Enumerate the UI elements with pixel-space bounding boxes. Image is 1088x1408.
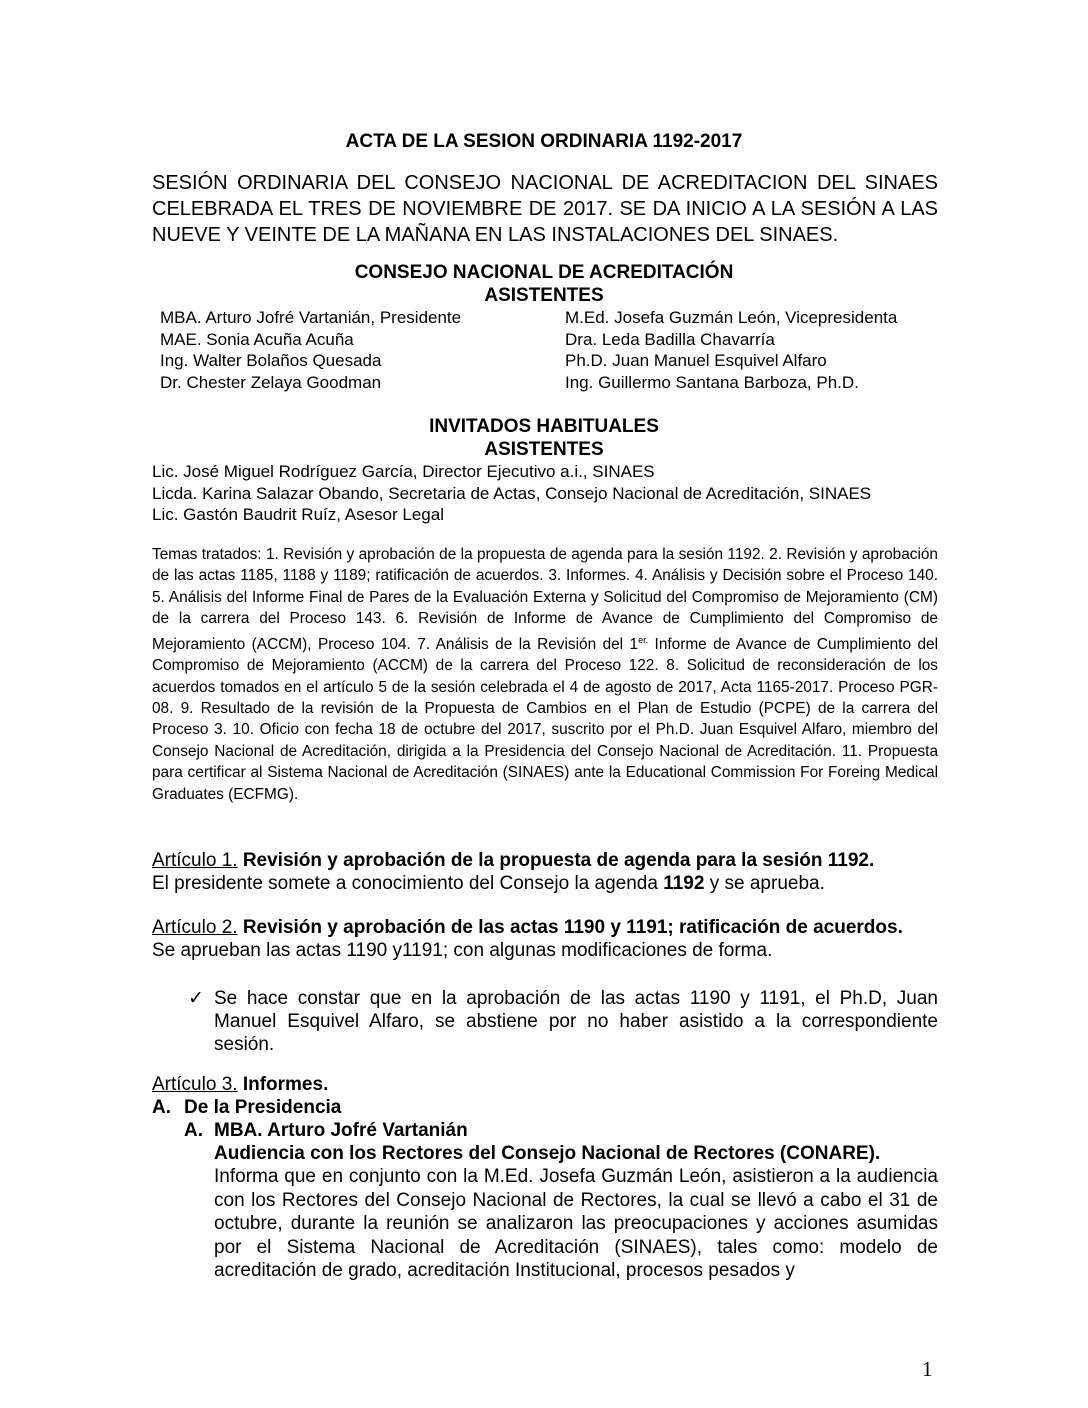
document-title: ACTA DE LA SESION ORDINARIA 1192-2017 xyxy=(345,131,743,152)
article-1-title xyxy=(152,850,938,873)
article-2 xyxy=(152,917,938,962)
member-name: Dr. Chester Zelaya Goodman xyxy=(160,372,382,392)
article-1-text-start: El presidente somete a conocimiento del Consejo la agenda xyxy=(152,872,664,894)
article-2-title xyxy=(152,917,938,940)
article-2-note-text: Se hace constar que en la aprobación de las actas 1190 y 1191, el Ph.D, Juan Manuel Esquivel Alfaro, se abstiene por no haber asistido a la correspondiente sesión. xyxy=(214,988,938,1055)
council-heading: CONSEJO NACIONAL DE ACREDITACIÓN xyxy=(354,262,734,283)
report-paragraph: Informa que en conjunto con la M.Ed. Josefa Guzmán León, asistieron a la audiencia con los Rectores del Consejo Nacional de Rectores, la cual se llevó a cabo el 31 de octubre, durante la reunión se analizaron las preocupaciones y acciones asumidas por el Sistema Nacional de Acreditación (SINAES), tales como: modelo de acreditación de grado, acreditación Institucional, procesos pesados y xyxy=(214,1166,938,1281)
section-title: De la Presidencia xyxy=(184,1097,342,1118)
council-attendees-heading: ASISTENTES xyxy=(484,285,604,306)
subsection-title: MBA. Arturo Jofré Vartanián xyxy=(214,1120,468,1141)
guests-list xyxy=(152,461,871,526)
page-number: 1 xyxy=(922,1357,933,1381)
article-2-text: Se aprueban las actas 1190 y1191; con algunas modificaciones de forma. xyxy=(152,939,773,961)
article-1 xyxy=(152,850,938,895)
guests-attendees-heading: ASISTENTES xyxy=(484,439,604,460)
agenda-number: 1192 xyxy=(663,872,705,894)
article-1-heading: Revisión y aprobación de la propuesta de agenda para la sesión 1192. xyxy=(237,850,875,871)
guest-name: Licda. Karina Salazar Obando, Secretaria de Actas, Consejo Nacional de Acreditación, SINAES xyxy=(152,483,872,503)
guest-name: Lic. José Miguel Rodríguez García, Director Ejecutivo a.i., SINAES xyxy=(152,462,655,481)
guest-name: Lic. Gastón Baudrit Ruíz, Asesor Legal xyxy=(152,505,444,524)
report-subject: Audiencia con los Rectores del Consejo Nacional de Rectores (CONARE). xyxy=(214,1143,881,1164)
article-2-heading: Revisión y aprobación de las actas 1190 y 1191; ratificación de acuerdos. xyxy=(237,917,903,938)
article-2-label: Artículo 2. xyxy=(152,917,238,938)
article-1-text xyxy=(152,873,938,896)
topics-paragraph xyxy=(152,544,938,805)
article-3-heading: Informes. xyxy=(237,1074,329,1095)
subsection-letter: A. xyxy=(184,1120,203,1141)
checkmark-icon: ✓ xyxy=(188,988,204,1009)
topics-text: Temas tratados: 1. Revisión y aprobación de la propuesta de agenda para la sesión 1192. 2. Revisión y aprobación de las actas 1185, 1188 y 1189; ratificación de acuerdos. 3. Informes. 4. Análisis y Decisión sobre el Proceso 140. 5. Análisis del Informe Final de Pares de la Evaluación Externa y Solicitud del Compromiso de Mejoramiento (CM) de la carrera del Proceso 143. 6. Revisión de Informe de Avance de Cumplimiento del Compromiso de Mejoramiento (ACCM), Proceso 104. 7. Análisis de la Revisión del 1 xyxy=(152,546,938,653)
member-name: MAE. Sonia Acuña Acuña xyxy=(160,329,354,349)
article-1-label: Artículo 1. xyxy=(152,850,238,871)
topics-text-continued: Informe de Avance de Cumplimiento del Compromiso de Mejoramiento (ACCM) de la carrera del Proceso 122. 8. Solicitud de reconsideración de los acuerdos tomados en el artículo 5 de la sesión celebrada el 4 de agosto de 2017, Acta 1165-2017. Proceso PGR-08. 9. Resultado de la revisión de la Propuesta de Cambios en el Plan de Estudio (PCPE) de la carrera del Proceso 3. 10. Oficio con fecha 18 de octubre del 2017, suscrito por el Ph.D. Juan Esquivel Alfaro, miembro del Consejo Nacional de Acreditación, dirigida a la Presidencia del Consejo Nacional de Acreditación. 11. Propuesta para certificar al Sistema Nacional de Acreditación (SINAES) ante la Educational Commission For Foreing Medical Graduates (ECFMG). xyxy=(152,635,938,803)
article-3-label: Artículo 3. xyxy=(152,1074,238,1095)
members-right-column xyxy=(565,307,897,393)
member-name: Ing. Guillermo Santana Barboza, Ph.D. xyxy=(565,372,859,392)
member-name: Dra. Leda Badilla Chavarría xyxy=(565,329,775,349)
article-3-title xyxy=(152,1074,328,1097)
article-1-text-end: y se aprueba. xyxy=(704,872,825,894)
session-intro: SESIÓN ORDINARIA DEL CONSEJO NACIONAL DE ACREDITACION DEL SINAES CELEBRADA EL TRES DE NOVIEMBRE DE 2017. SE DA INICIO A LA SESIÓN A LAS NUEVE Y VEINTE DE LA MAÑANA EN LAS INSTALACIONES DEL SINAES. xyxy=(152,172,938,246)
ordinal-superscript: er. xyxy=(638,634,649,645)
section-letter: A. xyxy=(152,1097,171,1118)
member-name: Ph.D. Juan Manuel Esquivel Alfaro xyxy=(565,351,827,370)
member-name: MBA. Arturo Jofré Vartanián, Presidente xyxy=(160,308,462,327)
member-name: M.Ed. Josefa Guzmán León, Vicepresidenta xyxy=(565,308,898,327)
member-name: Ing. Walter Bolaños Quesada xyxy=(160,351,382,370)
members-left-column xyxy=(160,307,461,393)
guests-heading: INVITADOS HABITUALES xyxy=(429,416,659,437)
